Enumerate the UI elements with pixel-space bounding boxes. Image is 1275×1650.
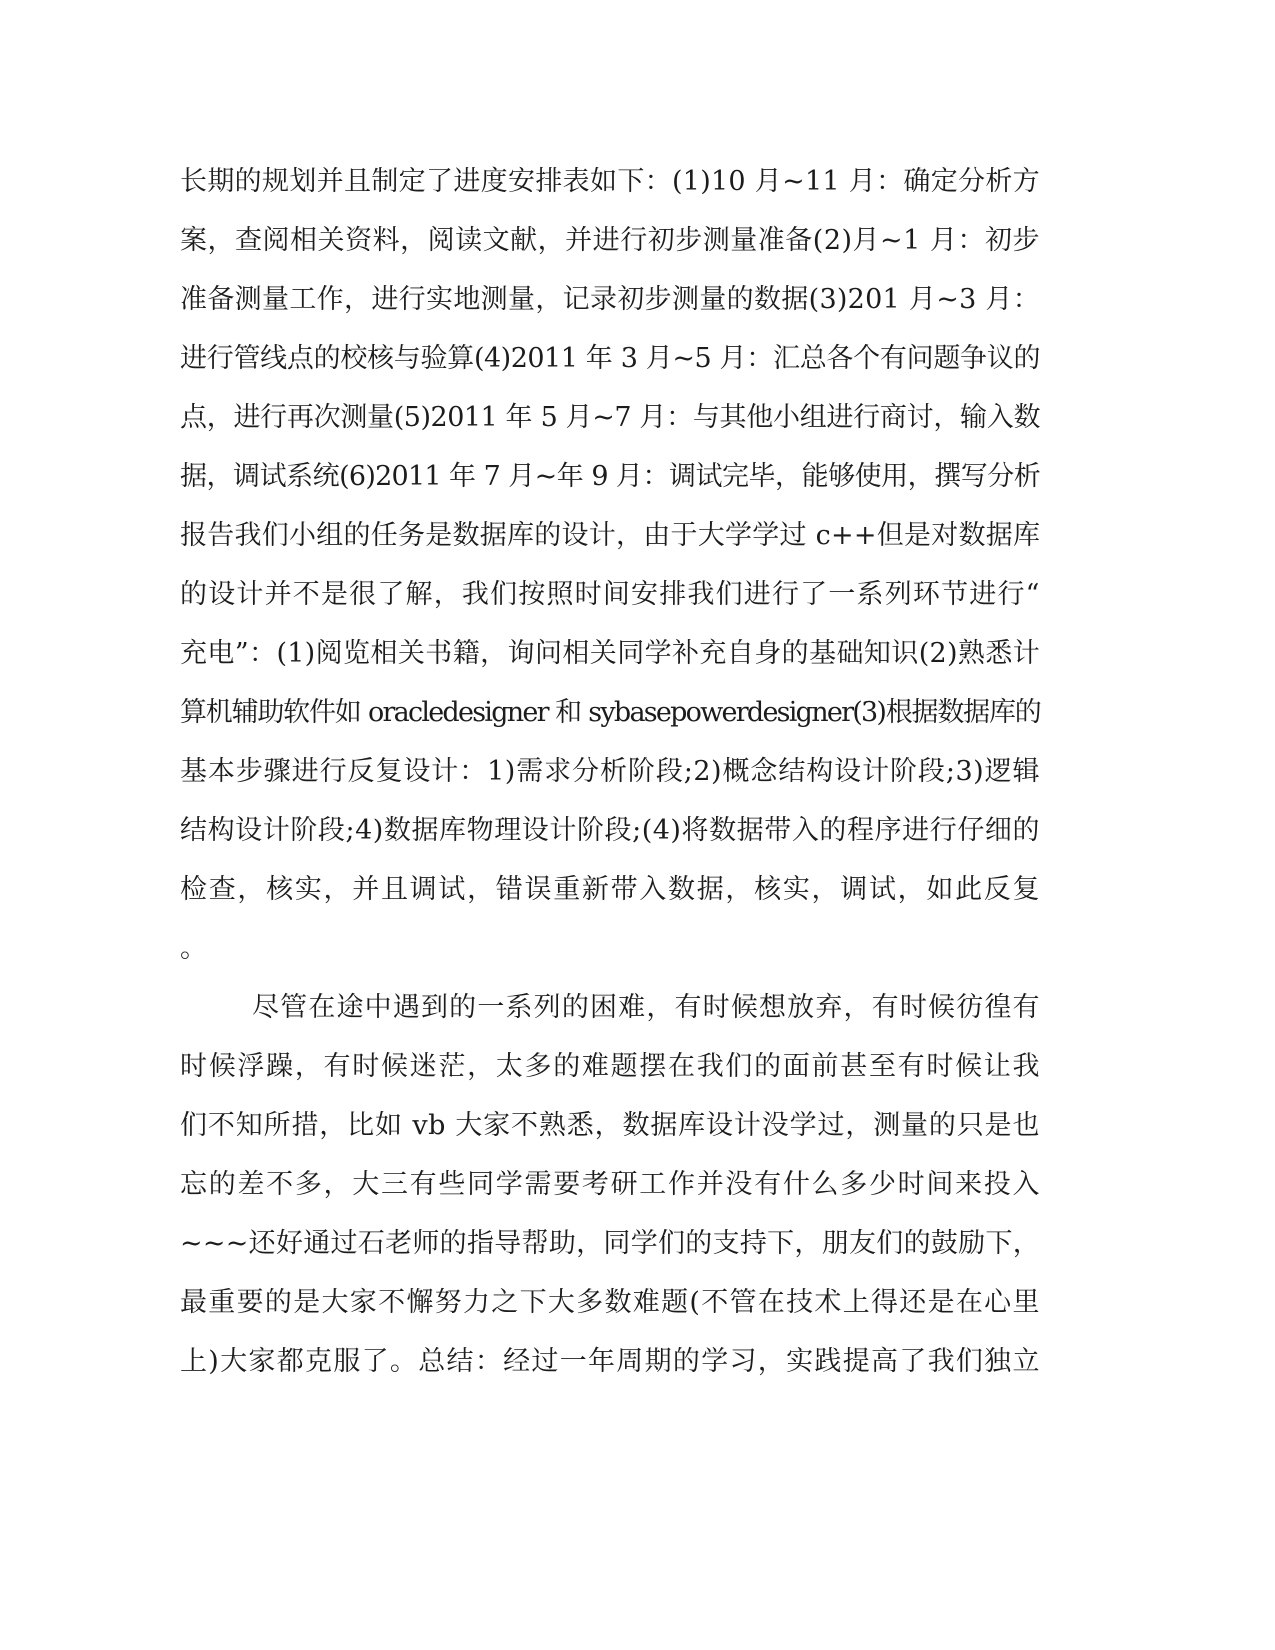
text-line: 算机辅助软件如 oracledesigner 和 sybasepowerdesigner(3)根据数据库的 (180, 697, 1040, 728)
text-line: 时候浮躁，有时候迷茫，太多的难题摆在我们的面前甚至有时候让我 (180, 1051, 1040, 1082)
text-line: 们不知所措，比如 vb 大家不熟悉，数据库设计没学过，测量的只是也 (180, 1110, 1040, 1141)
text-line: 基本步骤进行反复设计：1)需求分析阶段;2)概念结构设计阶段;3)逻辑 (180, 756, 1040, 787)
paragraph-first-line: 尽管在途中遇到的一系列的困难，有时候想放弃，有时候彷徨有 (252, 992, 1040, 1023)
text-line: 检查，核实，并且调试，错误重新带入数据，核实，调试，如此反复 (180, 874, 1040, 905)
text-line: 的设计并不是很了解，我们按照时间安排我们进行了一系列环节进行“ (180, 579, 1040, 610)
text-line: 点，进行再次测量(5)2011 年 5 月~7 月：与其他小组进行商讨，输入数 (180, 402, 1040, 433)
text-line: 充电”：(1)阅览相关书籍，询问相关同学补充自身的基础知识(2)熟悉计 (180, 638, 1040, 669)
text-line: 准备测量工作，进行实地测量，记录初步测量的数据(3)201 月~3 月： (180, 284, 1040, 315)
text-line: 忘的差不多，大三有些同学需要考研工作并没有什么多少时间来投入 (180, 1169, 1040, 1200)
text-line: ~~~还好通过石老师的指导帮助，同学们的支持下，朋友们的鼓励下， (180, 1228, 1040, 1259)
text-line: 结构设计阶段;4)数据库物理设计阶段;(4)将数据带入的程序进行仔细的 (180, 815, 1040, 846)
text-line: 据，调试系统(6)2011 年 7 月~年 9 月：调试完毕，能够使用，撰写分析 (180, 461, 1040, 492)
text-line-period: 。 (180, 933, 208, 964)
text-line: 最重要的是大家不懈努力之下大多数难题(不管在技术上得还是在心里 (180, 1287, 1040, 1318)
text-line: 长期的规划并且制定了进度安排表如下：(1)10 月~11 月：确定分析方 (180, 166, 1040, 197)
text-line: 案，查阅相关资料，阅读文献，并进行初步测量准备(2)月~1 月：初步 (180, 225, 1040, 256)
text-line: 进行管线点的校核与验算(4)2011 年 3 月~5 月：汇总各个有问题争议的 (180, 343, 1040, 374)
text-line: 报告我们小组的任务是数据库的设计，由于大学学过 c++但是对数据库 (180, 520, 1041, 551)
text-line: 上)大家都克服了。总结：经过一年周期的学习，实践提高了我们独立 (180, 1346, 1040, 1377)
